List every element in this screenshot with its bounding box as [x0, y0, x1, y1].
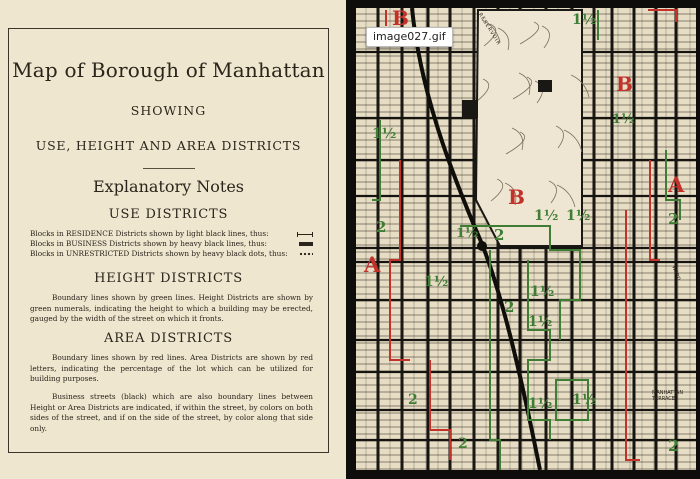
height-label: 1½: [572, 12, 597, 28]
height-label: 2: [504, 298, 515, 316]
explanatory-heading: Explanatory Notes: [92, 177, 245, 196]
area-label-a: A: [668, 172, 685, 197]
height-districts-heading: HEIGHT DISTRICTS: [94, 271, 243, 286]
area-label-b: B: [392, 6, 409, 30]
street-label: RESERVOIR: [476, 12, 502, 47]
height-label: 1½: [572, 392, 597, 408]
height-label: 1½: [566, 208, 591, 224]
height-label: 2: [668, 436, 680, 455]
image-filename-tag: image027.gif: [366, 27, 453, 47]
height-label: 2: [494, 226, 505, 244]
legend-text: Blocks in BUSINESS Districts shown by heavy black lines, thus:: [30, 239, 268, 248]
height-label: 1½: [528, 396, 553, 412]
height-label: 2: [458, 436, 468, 452]
showing-label: SHOWING: [130, 103, 207, 118]
legend-row-business: [30, 239, 313, 249]
height-label: 1½: [456, 226, 479, 241]
business-text: Business streets (black) which are also boundary lines between Height or Area Districts are indicated, if within the street, by colors on both sides of the street, and if on the side of the street, by color along that side only.: [30, 392, 313, 433]
area-label-b: B: [508, 185, 525, 209]
use-districts-heading: USE DISTRICTS: [108, 207, 229, 222]
notes-page: [0, 0, 346, 479]
height-label: 1½: [424, 274, 449, 290]
area-text: Boundary lines shown by red lines. Area Districts are shown by red letters, indicating the percentage of the lot which can be utilized for building purposes.: [30, 353, 313, 383]
height-text: Boundary lines shown by green lines. Height Districts are shown by green numerals, indicating the height to which a building may be erected, gauged by the width of the street on which it fronts.: [30, 293, 313, 323]
heavy-dots-icon: [299, 252, 313, 256]
height-label: 2: [668, 210, 679, 228]
park-building: [538, 80, 552, 92]
area-label-b: B: [616, 72, 633, 96]
height-label: 2: [376, 218, 387, 236]
height-label: 1½: [534, 208, 559, 224]
legend-row-unrestricted: [30, 249, 313, 259]
museum-block: [462, 100, 478, 118]
legend: [30, 229, 313, 259]
height-label: 2: [408, 392, 418, 408]
street-label: WARD: [670, 265, 682, 282]
area-districts-heading: AREA DISTRICTS: [104, 331, 233, 346]
light-lines-icon: [297, 232, 313, 237]
legend-row-residence: [30, 229, 313, 239]
height-label: 1½: [530, 284, 555, 300]
map-graphic[interactable]: [350, 0, 700, 479]
columbus-circle: [477, 241, 487, 251]
map-panel[interactable]: [350, 0, 700, 479]
map-title: Map of Borough of Manhattan: [12, 58, 325, 82]
height-label: 1½: [372, 126, 397, 142]
legend-text: Blocks in RESIDENCE Districts shown by light black lines, thus:: [30, 229, 269, 238]
height-label: 1½: [612, 112, 635, 127]
area-label-a: A: [364, 252, 381, 277]
divider: [143, 168, 195, 169]
legend-text: Blocks in UNRESTRICTED Districts shown by heavy black dots, thus:: [30, 249, 288, 258]
heavy-lines-icon: [299, 242, 313, 246]
subtitle: USE, HEIGHT AND AREA DISTRICTS: [35, 138, 302, 153]
height-label: 1½: [528, 314, 553, 330]
street-label: MANHATTAN TERRACE: [652, 390, 684, 402]
